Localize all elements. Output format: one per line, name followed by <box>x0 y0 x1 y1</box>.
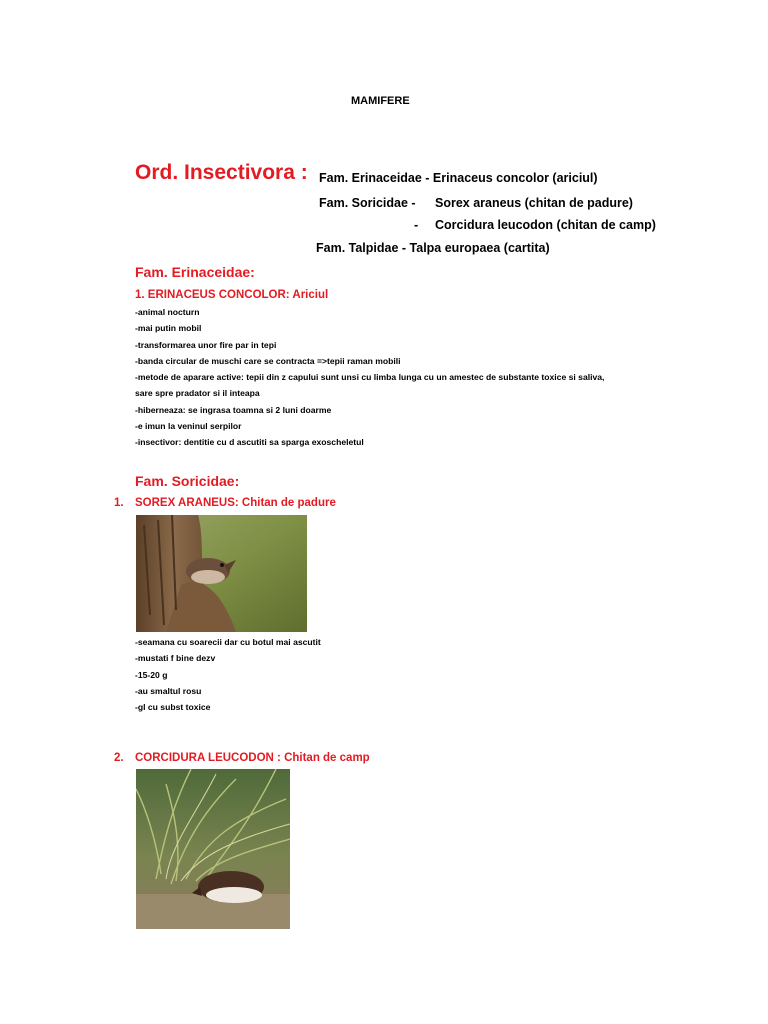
list-item: -insectivor: dentitie cu d ascutiti sa sparga exoscheletul <box>135 437 364 448</box>
sorex-notes <box>135 634 321 715</box>
list-item: -mai putin mobil <box>135 323 202 334</box>
list-item: -transformarea unor fire par in tepi <box>135 339 277 350</box>
sorex-photo <box>136 515 307 632</box>
corcidura-photo <box>136 769 290 929</box>
list-item: -e imun la veninul serpilor <box>135 421 242 432</box>
list-item: -banda circular de muschi care se contracta =>tepii raman mobili <box>135 355 401 366</box>
subheading-corcidura: CORCIDURA LEUCODON : Chitan de camp <box>135 752 370 764</box>
family-line-soricidae: Fam. Soricidae - <box>319 196 416 210</box>
list-item: -gl cu subst toxice <box>135 702 211 713</box>
species-dash: - <box>414 218 419 232</box>
species-sorex: Sorex araneus (chitan de padure) <box>435 196 633 210</box>
section-heading-soricidae: Fam. Soricidae: <box>135 473 240 489</box>
list-item: -hiberneaza: se ingrasa toamna si 2 luni doarme <box>135 404 332 415</box>
subheading-erinaceus: 1. ERINACEUS CONCOLOR: Ariciul <box>135 289 329 301</box>
erinaceidae-notes <box>135 304 604 451</box>
item-number: 2. <box>114 752 124 764</box>
family-line-erinaceidae: Fam. Erinaceidae - Erinaceus concolor (ariciul) <box>319 171 598 185</box>
list-item: -animal nocturn <box>135 307 200 317</box>
subheading-sorex: SOREX ARANEUS: Chitan de padure <box>135 497 336 509</box>
page-title: MAMIFERE <box>351 95 410 107</box>
list-item: -seamana cu soarecii dar cu botul mai ascutit <box>135 637 321 647</box>
list-item: -metode de aparare active: tepii din z capului sunt unsi cu limba lunga cu un amestec de substante toxice si saliva, <box>135 372 605 383</box>
order-label: Ord. Insectivora : <box>135 161 308 184</box>
list-item: -mustati f bine dezv <box>135 653 216 664</box>
list-item: -au smaltul rosu <box>135 685 202 696</box>
item-number: 1. <box>114 497 124 509</box>
species-corcidura: Corcidura leucodon (chitan de camp) <box>435 218 656 232</box>
family-line-talpidae: Fam. Talpidae - Talpa europaea (cartita) <box>316 241 550 255</box>
list-item: sare spre pradator si il inteapa <box>135 388 260 399</box>
list-item: -15-20 g <box>135 669 168 680</box>
section-heading-erinaceidae: Fam. Erinaceidae: <box>135 264 255 280</box>
